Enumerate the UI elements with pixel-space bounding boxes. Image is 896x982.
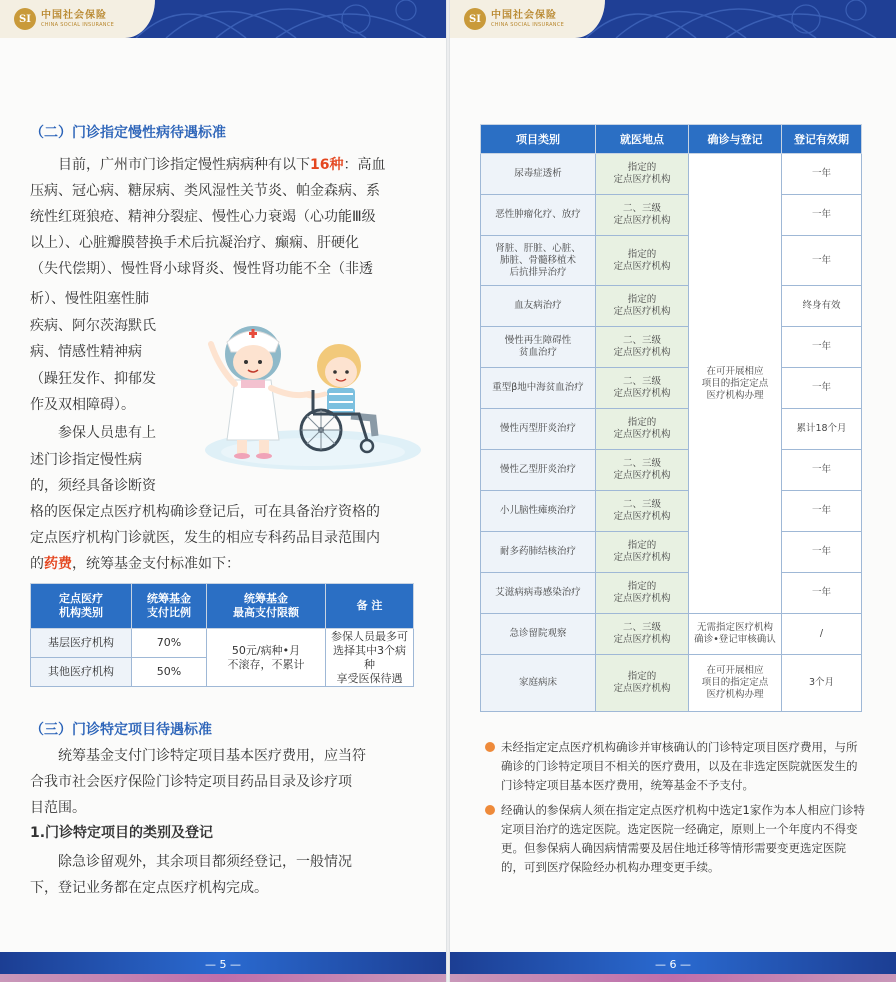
note-item bbox=[483, 801, 865, 877]
para-line: 作及双相障碍）。 bbox=[30, 397, 135, 413]
table-cell: 一年 bbox=[782, 573, 862, 614]
table-cell: 累计18个月 bbox=[782, 409, 862, 450]
table-cell: 基层医疗机构 bbox=[31, 629, 132, 658]
para-line: 述门诊指定慢性病 bbox=[30, 451, 142, 468]
section-title-chronic-disease: （二）门诊指定慢性病待遇标准 bbox=[30, 125, 226, 141]
table-row bbox=[31, 629, 414, 658]
brand-name-cn: 中国社会保险 bbox=[41, 9, 107, 21]
para-chronic-disease-list bbox=[30, 152, 416, 282]
table-cell: 指定的 定点医疗机构 bbox=[596, 655, 689, 712]
table-cell: 无需指定医疗机构 确诊•登记审核确认 bbox=[689, 614, 782, 655]
table-cell: 慢性乙型肝炎治疗 bbox=[481, 450, 596, 491]
disease-count-highlight: 16种 bbox=[310, 157, 344, 173]
table-header: 统筹基金 支付比例 bbox=[132, 584, 207, 629]
table-cell: 二、三级 定点医疗机构 bbox=[596, 368, 689, 409]
table-row bbox=[481, 655, 862, 712]
table-cell: 急诊留院观察 bbox=[481, 614, 596, 655]
table-row bbox=[481, 195, 862, 236]
para-line: 除急诊留观外，其余项目都须经登记，一般情况 bbox=[58, 854, 352, 870]
para-line: 疾病、阿尔茨海默氏 bbox=[30, 317, 156, 334]
para-line: 的，须经具备诊断资 bbox=[30, 478, 156, 494]
table-cell: 耐多药肺结核治疗 bbox=[481, 532, 596, 573]
brand-name-en: CHINA SOCIAL INSURANCE bbox=[491, 21, 565, 28]
footer-band bbox=[450, 952, 896, 982]
header-swirl-pattern bbox=[126, 0, 446, 38]
footer-band bbox=[0, 952, 446, 982]
para-line: ，统筹基金支付标准如下： bbox=[72, 556, 240, 572]
table-cell-remark: 参保人员最多可 选择其中3个病种 享受医保待遇 bbox=[326, 629, 414, 687]
para-line: 定点医疗机构门诊就医，发生的相应专科药品目录范围内 bbox=[30, 530, 380, 546]
table-row bbox=[481, 450, 862, 491]
table-cell: 二、三级 定点医疗机构 bbox=[596, 195, 689, 236]
table-cell: 其他医疗机构 bbox=[31, 658, 132, 687]
page-5 bbox=[0, 0, 446, 982]
table-cell: 血友病治疗 bbox=[481, 286, 596, 327]
table-cell: 恶性肿瘤化疗、放疗 bbox=[481, 195, 596, 236]
table-header: 确诊与登记 bbox=[689, 125, 782, 154]
table-header: 登记有效期 bbox=[782, 125, 862, 154]
table-cell: 重型β地中海贫血治疗 bbox=[481, 368, 596, 409]
table-cell: 70% bbox=[132, 629, 207, 658]
si-logo-icon: SI bbox=[14, 8, 36, 30]
header-band bbox=[0, 0, 446, 38]
brand-logo bbox=[464, 8, 564, 30]
brand-logo bbox=[14, 8, 114, 30]
table-cell: 一年 bbox=[782, 236, 862, 286]
notes-list bbox=[483, 738, 865, 883]
para-line: 下，登记业务都在定点医疗机构完成。 bbox=[30, 880, 268, 896]
para-line: 统性红斑狼疮、精神分裂症、慢性心力衰竭（心功能Ⅲ级 bbox=[30, 209, 376, 225]
table-row bbox=[481, 236, 862, 286]
table-row bbox=[481, 532, 862, 573]
header-swirl-pattern bbox=[576, 0, 896, 38]
si-logo-icon: SI bbox=[464, 8, 486, 30]
para-line: （失代偿期）、慢性肾小球肾炎、慢性肾功能不全（非透 bbox=[30, 261, 373, 277]
table-cell: 一年 bbox=[782, 368, 862, 409]
para-line: （躁狂发作、抑郁发 bbox=[30, 370, 156, 387]
table-cell: 二、三级 定点医疗机构 bbox=[596, 614, 689, 655]
para-registration-process bbox=[30, 849, 416, 901]
para-line: ：高血 bbox=[343, 157, 386, 173]
table-row bbox=[481, 327, 862, 368]
page-number: — 6 — bbox=[655, 958, 691, 971]
para-line: 病、情感性精神病 bbox=[30, 344, 142, 360]
table-cell: 小儿脑性瘫痪治疗 bbox=[481, 491, 596, 532]
table-cell: 二、三级 定点医疗机构 bbox=[596, 491, 689, 532]
table-cell: 50% bbox=[132, 658, 207, 687]
section-title-special-items: （三）门诊特定项目待遇标准 bbox=[30, 722, 212, 738]
page-number: — 5 — bbox=[205, 958, 241, 971]
para-line: 压病、冠心病、糖尿病、类风湿性关节炎、帕金森病、系 bbox=[30, 183, 380, 199]
table-cell-merged-registration: 在可开展相应 项目的指定定点 医疗机构办理 bbox=[689, 154, 782, 614]
table-header: 项目类别 bbox=[481, 125, 596, 154]
table-cell: 指定的 定点医疗机构 bbox=[596, 532, 689, 573]
table-row bbox=[481, 614, 862, 655]
header-band bbox=[450, 0, 896, 38]
bullet-dot-icon bbox=[485, 805, 495, 815]
table-cell: 慢性丙型肝炎治疗 bbox=[481, 409, 596, 450]
table-row bbox=[481, 368, 862, 409]
table-row bbox=[481, 409, 862, 450]
table-cell: 一年 bbox=[782, 532, 862, 573]
table-row bbox=[481, 491, 862, 532]
table-cell: 一年 bbox=[782, 195, 862, 236]
subsection-title-categories: 1.门诊特定项目的类别及登记 bbox=[30, 825, 214, 841]
para-line: 格的医保定点医疗机构确诊登记后，可在具备治疗资格的 bbox=[30, 504, 380, 520]
bullet-dot-icon bbox=[485, 742, 495, 752]
para-line: 目前，广州市门诊指定慢性病病种有以下 bbox=[58, 157, 310, 173]
table-cell: 慢性再生障碍性 贫血治疗 bbox=[481, 327, 596, 368]
table-cell: 指定的 定点医疗机构 bbox=[596, 573, 689, 614]
table-header: 备 注 bbox=[326, 584, 414, 629]
table-cell: 一年 bbox=[782, 491, 862, 532]
table-header: 定点医疗 机构类别 bbox=[31, 584, 132, 629]
nurse-wheelchair-illustration bbox=[201, 318, 425, 473]
table-row bbox=[481, 154, 862, 195]
para-line: 目范围。 bbox=[30, 800, 86, 816]
drug-fee-highlight: 药费 bbox=[44, 556, 72, 572]
table-cell: 一年 bbox=[782, 327, 862, 368]
table-cell: 尿毒症透析 bbox=[481, 154, 596, 195]
para-line: 参保人员患有上 bbox=[58, 425, 156, 441]
table-cell: 一年 bbox=[782, 450, 862, 491]
special-items-table bbox=[480, 124, 862, 712]
para-line: 的 bbox=[30, 556, 44, 572]
table-header: 就医地点 bbox=[596, 125, 689, 154]
para-chronic-disease-list-cont bbox=[30, 286, 190, 419]
table-cell: 终身有效 bbox=[782, 286, 862, 327]
para-registration-cont bbox=[30, 499, 416, 577]
note-text: 经确认的参保病人须在指定定点医疗机构中选定1家作为本人相应门诊特定项目治疗的选定医院。选定医院一经确定，原则上一个年度内不得变更。但参保病人确因病情需要及居住地迁移等情形需要变更选定医院的，可到医疗保险经办机构办理变更手续。 bbox=[501, 803, 865, 874]
para-line: 合我市社会医疗保险门诊特定项目药品目录及诊疗项 bbox=[30, 774, 352, 790]
para-line: 统筹基金支付门诊特定项目基本医疗费用，应当符 bbox=[58, 748, 366, 764]
para-line: 析）、慢性阻塞性肺 bbox=[30, 291, 149, 307]
chronic-disease-payment-table bbox=[30, 583, 414, 687]
table-cell: 指定的 定点医疗机构 bbox=[596, 154, 689, 195]
table-cell: 二、三级 定点医疗机构 bbox=[596, 450, 689, 491]
table-cell: 指定的 定点医疗机构 bbox=[596, 409, 689, 450]
table-cell: 指定的 定点医疗机构 bbox=[596, 286, 689, 327]
para-special-items bbox=[30, 743, 416, 821]
brand-name-cn: 中国社会保险 bbox=[491, 9, 557, 21]
table-cell: 二、三级 定点医疗机构 bbox=[596, 327, 689, 368]
page-6 bbox=[450, 0, 896, 982]
table-row bbox=[481, 286, 862, 327]
note-item bbox=[483, 738, 865, 795]
table-row bbox=[481, 573, 862, 614]
para-line: 以上）、心脏瓣膜替换手术后抗凝治疗、癫痫、肝硬化 bbox=[30, 235, 359, 251]
table-cell: / bbox=[782, 614, 862, 655]
table-header: 统筹基金 最高支付限额 bbox=[207, 584, 326, 629]
brand-name-en: CHINA SOCIAL INSURANCE bbox=[41, 21, 115, 28]
table-cell: 肾脏、肝脏、心脏、 肺脏、骨髓移植术 后抗排异治疗 bbox=[481, 236, 596, 286]
table-cell: 3个月 bbox=[782, 655, 862, 712]
table-cell: 家庭病床 bbox=[481, 655, 596, 712]
table-cell-limit: 50元/病种•月 不滚存，不累计 bbox=[207, 629, 326, 687]
table-cell: 指定的 定点医疗机构 bbox=[596, 236, 689, 286]
table-cell: 艾滋病病毒感染治疗 bbox=[481, 573, 596, 614]
table-cell: 一年 bbox=[782, 154, 862, 195]
para-registration bbox=[30, 420, 190, 500]
note-text: 未经指定定点医疗机构确诊并审核确认的门诊特定项目医疗费用，与所确诊的门诊特定项目不相关的医疗费用，以及在非选定医院就医发生的门诊特定项目基本医疗费用，统筹基金不予支付。 bbox=[501, 740, 858, 792]
table-cell: 在可开展相应 项目的指定定点 医疗机构办理 bbox=[689, 655, 782, 712]
